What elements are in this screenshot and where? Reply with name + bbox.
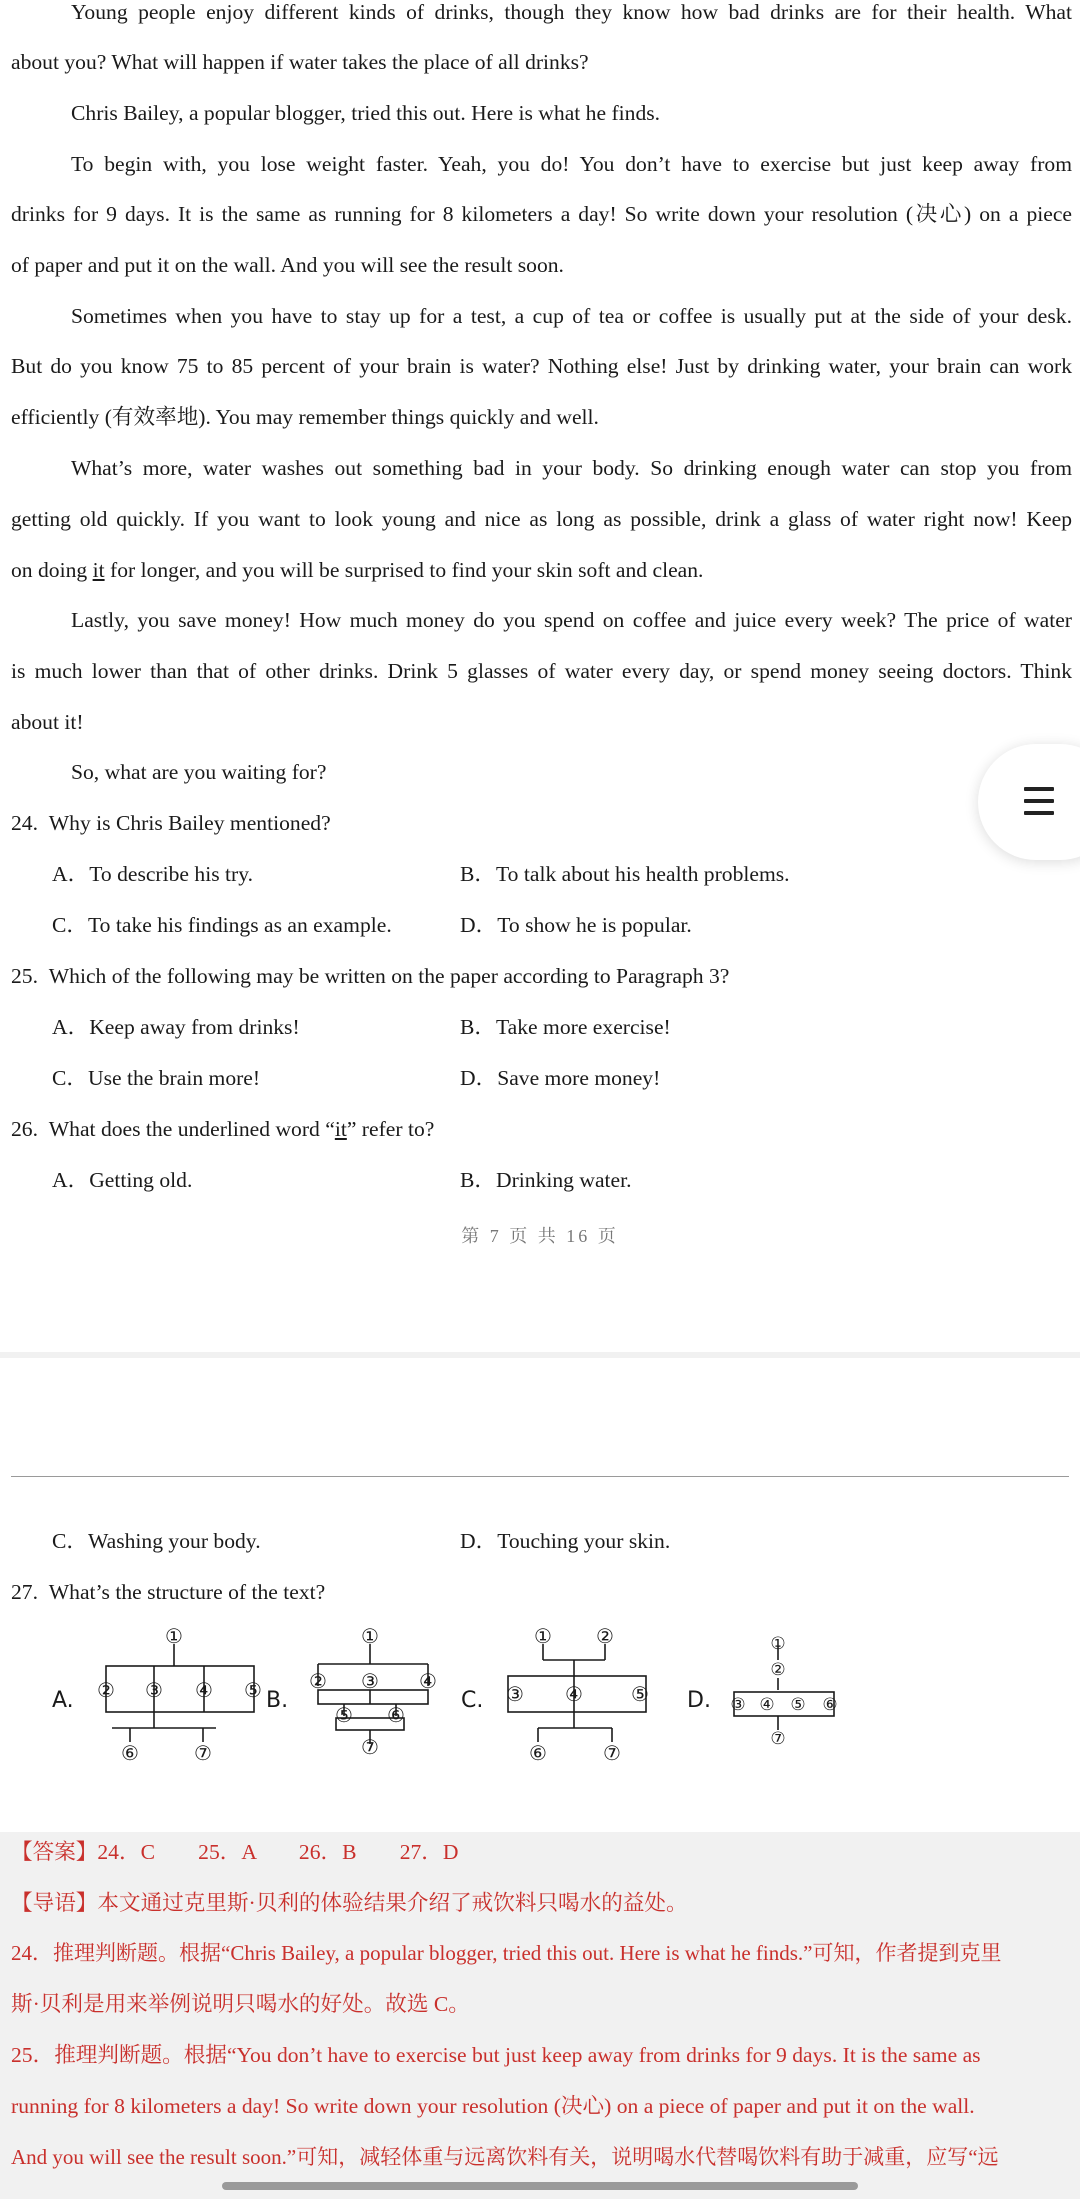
q24-option-d: D．To show he is popular.: [460, 913, 692, 937]
page-break: [0, 1352, 1080, 1488]
passage-line: Young people enjoy different kinds of drinks, though they know how bad drinks are for their health. What: [71, 0, 1072, 24]
home-indicator[interactable]: [222, 2182, 858, 2190]
q25-option-c: C．Use the brain more!: [52, 1066, 261, 1090]
passage-line: Sometimes when you have to stay up for a test, a cup of tea or coffee is usually put at the side of your desk.: [71, 304, 1072, 328]
underlined-it: it: [92, 558, 105, 582]
answer-explanation: 25．推理判断题。根据“You don’t have to exercise but just keep away from drinks for 9 days. It is the same as: [11, 2043, 981, 2067]
circle-6: ⑥: [529, 1741, 547, 1765]
passage-line: drinks for 9 days. It is the same as running for 8 kilometers a day! So write down your resolution (决心) on a piece: [11, 202, 1072, 226]
circle-4: ④: [195, 1678, 213, 1702]
q25-option-a: A．Keep away from drinks!: [52, 1015, 300, 1039]
diagram-label-c: C.: [461, 1688, 484, 1713]
diagram-label-a: A.: [52, 1688, 74, 1713]
passage-line: about it!: [11, 710, 84, 734]
question-25: 25. Which of the following may be written on the paper according to Paragraph 3?: [11, 964, 730, 988]
circle-7: ⑦: [361, 1735, 379, 1759]
circle-6: ⑥: [387, 1703, 405, 1727]
circle-2: ②: [97, 1678, 115, 1702]
passage-text: for longer, and you will be surprised to find your skin soft and clean.: [110, 558, 704, 582]
circle-1: ①: [165, 1624, 183, 1648]
answer-intro: 【导语】本文通过克里斯·贝利的体验结果介绍了戒饮料只喝水的益处。: [11, 1891, 688, 1915]
q25-option-b: B．Take more exercise!: [460, 1015, 671, 1039]
answer-explanation: running for 8 kilometers a day! So write down your resolution (决心) on a piece of paper and put it on the wall.: [11, 2094, 975, 2118]
passage-line: Lastly, you save money! How much money do you spend on coffee and juice every week? The price of water: [71, 608, 1072, 632]
q24-option-c: C．To take his findings as an example.: [52, 913, 392, 937]
answer-section: [0, 1832, 1080, 2199]
circle-5: ⑤: [335, 1703, 353, 1727]
circle-6: ⑥: [822, 1695, 838, 1715]
circle-1: ①: [361, 1624, 379, 1648]
circle-6: ⑥: [121, 1741, 139, 1765]
passage-line: To begin with, you lose weight faster. Yeah, you do! You don’t have to exercise but just keep away from: [71, 152, 1072, 176]
circle-5: ⑤: [631, 1682, 649, 1706]
circle-3: ③: [145, 1678, 163, 1702]
circle-2: ②: [770, 1660, 786, 1680]
question-24: 24. Why is Chris Bailey mentioned?: [11, 811, 331, 835]
circle-3: ③: [361, 1669, 379, 1693]
q26-option-b: B．Drinking water.: [460, 1168, 632, 1192]
passage-line: getting old quickly. If you want to look young and nice as long as possible, drink a glass of water right now! Keep: [11, 507, 1072, 531]
q26-option-c: C．Washing your body.: [52, 1529, 261, 1553]
structure-diagrams: [0, 1620, 1080, 1770]
circle-4: ④: [419, 1669, 437, 1693]
passage-line: So, what are you waiting for?: [71, 760, 327, 784]
passage-line: of paper and put it on the wall. And you will see the result soon.: [11, 253, 564, 277]
circle-3: ③: [730, 1695, 746, 1715]
circle-7: ⑦: [603, 1741, 621, 1765]
q26-option-d: D．Touching your skin.: [460, 1529, 671, 1553]
circle-4: ④: [565, 1682, 583, 1706]
page-number: 第 7 页 共 16 页: [461, 1226, 619, 1246]
circle-7: ⑦: [770, 1729, 786, 1749]
passage-line: Chris Bailey, a popular blogger, tried this out. Here is what he finds.: [71, 101, 661, 125]
answer-key: 【答案】24．C 25．A 26．B 27．D: [11, 1840, 459, 1864]
diagram-label-b: B.: [266, 1688, 289, 1713]
passage-line: [11, 555, 1072, 585]
passage-line: about you? What will happen if water takes the place of all drinks?: [11, 50, 589, 74]
circle-2: ②: [309, 1669, 327, 1693]
answer-explanation: And you will see the result soon.”可知，减轻体重与远离饮料有关，说明喝水代替喝饮料有助于减重，应写“远: [11, 2145, 999, 2169]
answer-explanation: 斯·贝利是用来举例说明只喝水的好处。故选 C。: [11, 1992, 470, 2016]
page-divider: [11, 1476, 1069, 1477]
question-27: 27. What’s the structure of the text?: [11, 1580, 326, 1604]
circle-5: ⑤: [790, 1695, 806, 1715]
passage-line: efficiently (有效率地). You may remember things quickly and well.: [11, 405, 599, 429]
circle-3: ③: [506, 1682, 524, 1706]
q24-option-a: A．To describe his try.: [52, 862, 253, 886]
circle-7: ⑦: [194, 1741, 212, 1765]
q26-option-a: A．Getting old.: [52, 1168, 193, 1192]
passage-text: on doing: [11, 558, 88, 582]
q24-option-b: B．To talk about his health problems.: [460, 862, 790, 886]
question-26: 26. What does the underlined word “it” refer to?: [11, 1117, 435, 1141]
circle-4: ④: [759, 1695, 775, 1715]
answer-explanation: 24．推理判断题。根据“Chris Bailey, a popular blogger, tried this out. Here is what he finds.”可知，作者提到克里: [11, 1941, 1002, 1965]
circle-2: ②: [596, 1624, 614, 1648]
passage-line: is much lower than that of other drinks. Drink 5 glasses of water every day, or spend money seeing doctors. Think: [11, 659, 1072, 683]
passage-line: But do you know 75 to 85 percent of your brain is water? Nothing else! Just by drinking water, your brain can work: [11, 354, 1072, 378]
diagram-label-d: D.: [687, 1688, 711, 1713]
circle-5: ⑤: [244, 1678, 262, 1702]
circle-1: ①: [534, 1624, 552, 1648]
floating-menu-button[interactable]: [978, 744, 1080, 860]
passage-line: What’s more, water washes out something bad in your body. So drinking enough water can stop you from: [71, 456, 1072, 480]
circle-1: ①: [770, 1634, 786, 1654]
q25-option-d: D．Save more money!: [460, 1066, 661, 1090]
